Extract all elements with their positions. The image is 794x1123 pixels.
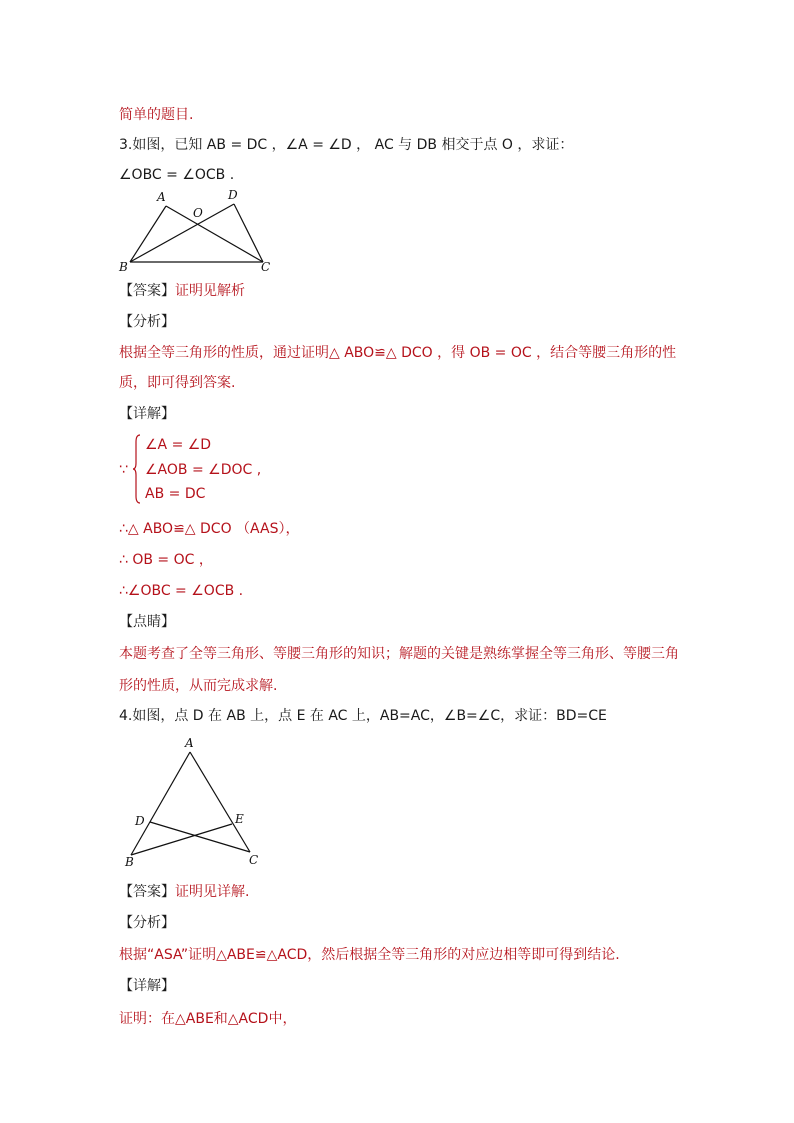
because-symbol: ∵ (119, 462, 128, 478)
q3-segment-AB (130, 206, 166, 262)
q3-label-C: C (261, 260, 271, 274)
q4-proof-start: 证明：在△ABE和△ACD中， (119, 1011, 297, 1027)
q3-stem-line2: ∠OBC = ∠OCB . (119, 167, 235, 183)
q4-answer-text: 证明见详解. (175, 884, 250, 900)
q4-label-A: A (185, 736, 194, 750)
q3-step-1: ∴△ ABO≌△ DCO （AAS）， (119, 521, 300, 537)
system-line-2: ∠AOB = ∠DOC , (145, 462, 262, 478)
q4-answer-tag: 【答案】 (119, 884, 175, 900)
q3-analysis-line2: 质，即可得到答案. (119, 375, 236, 391)
q3-answer-text: 证明见解析 (175, 283, 245, 299)
q4-label-E: E (235, 812, 244, 826)
q4-analysis-text: 根据“ASA”证明△ABE≌△ACD，然后根据全等三角形的对应边相等即可得到结论. (119, 947, 620, 963)
system-line-3: AB = DC (145, 486, 206, 502)
q3-analysis-tag: 【分析】 (119, 314, 175, 330)
q3-detail-tag: 【详解】 (119, 406, 175, 422)
q3-segment-DB (130, 204, 234, 262)
q4-stem: 4.如图，点 D 在 AB 上，点 E 在 AC 上，AB=AC，∠B=∠C，求证：BD=CE (119, 708, 607, 724)
q3-comment-line1: 本题考查了全等三角形、等腰三角形的知识；解题的关键是熟练掌握全等三角形、等腰三角 (119, 646, 679, 662)
system-line-1: ∠A = ∠D (145, 437, 212, 453)
q3-step-2: ∴ OB = OC ， (119, 552, 213, 568)
q3-figure (113, 186, 283, 276)
q4-label-C: C (249, 853, 259, 867)
q3-label-D: D (228, 188, 238, 202)
intro-text: 简单的题目. (119, 107, 194, 123)
q3-label-A: A (157, 190, 166, 204)
q3-analysis-line1: 根据全等三角形的性质，通过证明△ ABO≌△ DCO ，得 OB = OC ，结合等腰三角形的性 (119, 345, 677, 361)
brace-symbol (133, 434, 141, 504)
q3-stem-line1: 3.如图，已知 AB = DC ，∠A = ∠D ， AC 与 DB 相交于点 O ，求证： (119, 137, 574, 153)
q4-detail-tag: 【详解】 (119, 978, 175, 994)
q4-label-B: B (125, 855, 134, 869)
q4-analysis-tag: 【分析】 (119, 915, 175, 931)
q3-label-O: O (193, 206, 203, 220)
q3-comment-tag: 【点睛】 (119, 614, 175, 630)
q3-answer-tag: 【答案】 (119, 283, 175, 299)
q3-label-B: B (119, 260, 128, 274)
q3-answer (119, 282, 245, 300)
q4-figure (113, 735, 273, 870)
q3-comment-line2: 形的性质，从而完成求解. (119, 678, 278, 694)
q4-label-D: D (135, 814, 145, 828)
q3-step-3: ∴∠OBC = ∠OCB . (119, 583, 244, 599)
q4-answer (119, 883, 249, 901)
